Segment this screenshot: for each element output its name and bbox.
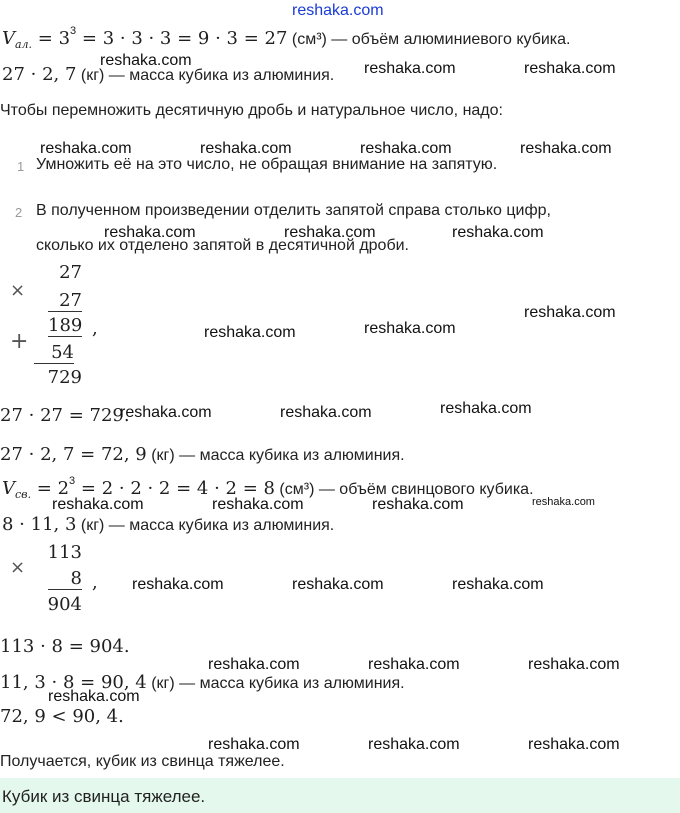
line-text: (кг) — масса кубика из алюминия. [146, 447, 405, 464]
times-sign: × [10, 280, 26, 301]
step-number: 1 [17, 159, 25, 174]
math: 27 · 2, 7 = 72, 9 [0, 444, 147, 465]
operand: 27 [48, 290, 82, 312]
watermark: reshaka.com [132, 576, 224, 593]
math-v: V [2, 478, 15, 499]
watermark: reshaka.com [372, 496, 464, 513]
comma: , [92, 572, 98, 593]
math-rest: = 2 · 2 · 2 = 4 · 2 = 8 [75, 478, 275, 499]
watermark: reshaka.com [284, 224, 376, 241]
site-header-link[interactable]: reshaka.com [292, 2, 384, 19]
watermark: reshaka.com [452, 224, 544, 241]
watermark: reshaka.com [364, 60, 456, 77]
math-rest: = 3 · 3 · 3 = 9 · 3 = 27 [76, 28, 288, 49]
operand: 27 [59, 262, 82, 283]
math: 27 · 2, 7 [2, 64, 77, 85]
math-eq: = 2 [31, 478, 70, 499]
comparison: 72, 9 < 90, 4. [0, 706, 124, 727]
plus-sign: + [10, 329, 29, 354]
math-sub: св. [15, 488, 32, 502]
line-volume-aluminium [2, 25, 571, 52]
line-text: (кг) — масса кубика из алюминия. [146, 675, 405, 692]
product-result-2: 113 · 8 = 904. [0, 636, 130, 657]
conclusion: Получается, кубик из свинца тяжелее. [0, 753, 285, 770]
line-mass-expression-2 [2, 514, 334, 535]
watermark: reshaka.com [524, 60, 616, 77]
math-pow: 3 [69, 475, 76, 487]
watermark: reshaka.com [280, 404, 372, 421]
rule-intro: Чтобы перемножить десятичную дробь и натуральное число, надо: [0, 102, 503, 119]
partial-product: 189 [48, 315, 83, 336]
watermark: reshaka.com [520, 140, 612, 157]
watermark: reshaka.com [212, 496, 304, 513]
watermark: reshaka.com [200, 140, 292, 157]
watermark: reshaka.com [52, 496, 144, 513]
watermark: reshaka.com [120, 404, 212, 421]
step-text: Умножить её на это число, не обращая внимание на запятую. [36, 156, 498, 173]
watermark: reshaka.com [368, 736, 460, 753]
line-text: (см³) — объём алюминиевого кубика. [287, 31, 571, 48]
watermark: reshaka.com [208, 736, 300, 753]
step-number: 2 [15, 205, 23, 220]
math: 8 · 11, 3 [2, 514, 77, 535]
watermark: reshaka.com [48, 688, 140, 705]
math-sub: ал. [15, 38, 33, 52]
step-text: В полученном произведении отделить запятой справа столько цифр, [36, 202, 551, 219]
line-text: (кг) — масса кубика из алюминия. [76, 67, 335, 84]
watermark: reshaka.com [104, 224, 196, 241]
math-v: V [2, 28, 15, 49]
partial-product: 54 [34, 342, 74, 364]
answer-text: Кубик из свинца тяжелее. [2, 787, 206, 806]
line-text: (см³) — объём свинцового кубика. [274, 481, 534, 498]
watermark: reshaka.com [208, 656, 300, 673]
line-mass-aluminium [0, 444, 405, 465]
watermark: reshaka.com [364, 320, 456, 337]
operand: 113 [47, 542, 82, 563]
watermark: reshaka.com [528, 656, 620, 673]
operand: 8 [48, 568, 82, 590]
watermark: reshaka.com [368, 656, 460, 673]
watermark: reshaka.com [532, 496, 595, 508]
answer-box [0, 778, 680, 813]
watermark: reshaka.com [528, 736, 620, 753]
watermark: reshaka.com [100, 52, 192, 69]
step-text: сколько их отделено запятой в десятичной дроби. [36, 237, 409, 254]
product-result: 27 · 27 = 729. [0, 405, 130, 426]
watermark: reshaka.com [204, 324, 296, 341]
product: 904 [47, 594, 82, 615]
watermark: reshaka.com [360, 140, 452, 157]
math-eq: = 3 [32, 28, 71, 49]
line-text: (кг) — масса кубика из алюминия. [76, 517, 335, 534]
times-sign: × [10, 557, 26, 578]
math: 11, 3 · 8 = 90, 4 [0, 672, 147, 693]
math-pow: 3 [70, 25, 77, 37]
watermark: reshaka.com [40, 140, 132, 157]
watermark: reshaka.com [292, 576, 384, 593]
watermark: reshaka.com [440, 400, 532, 417]
comma: , [92, 318, 98, 339]
watermark: reshaka.com [524, 304, 616, 321]
watermark: reshaka.com [452, 576, 544, 593]
product: 729 [47, 367, 82, 388]
